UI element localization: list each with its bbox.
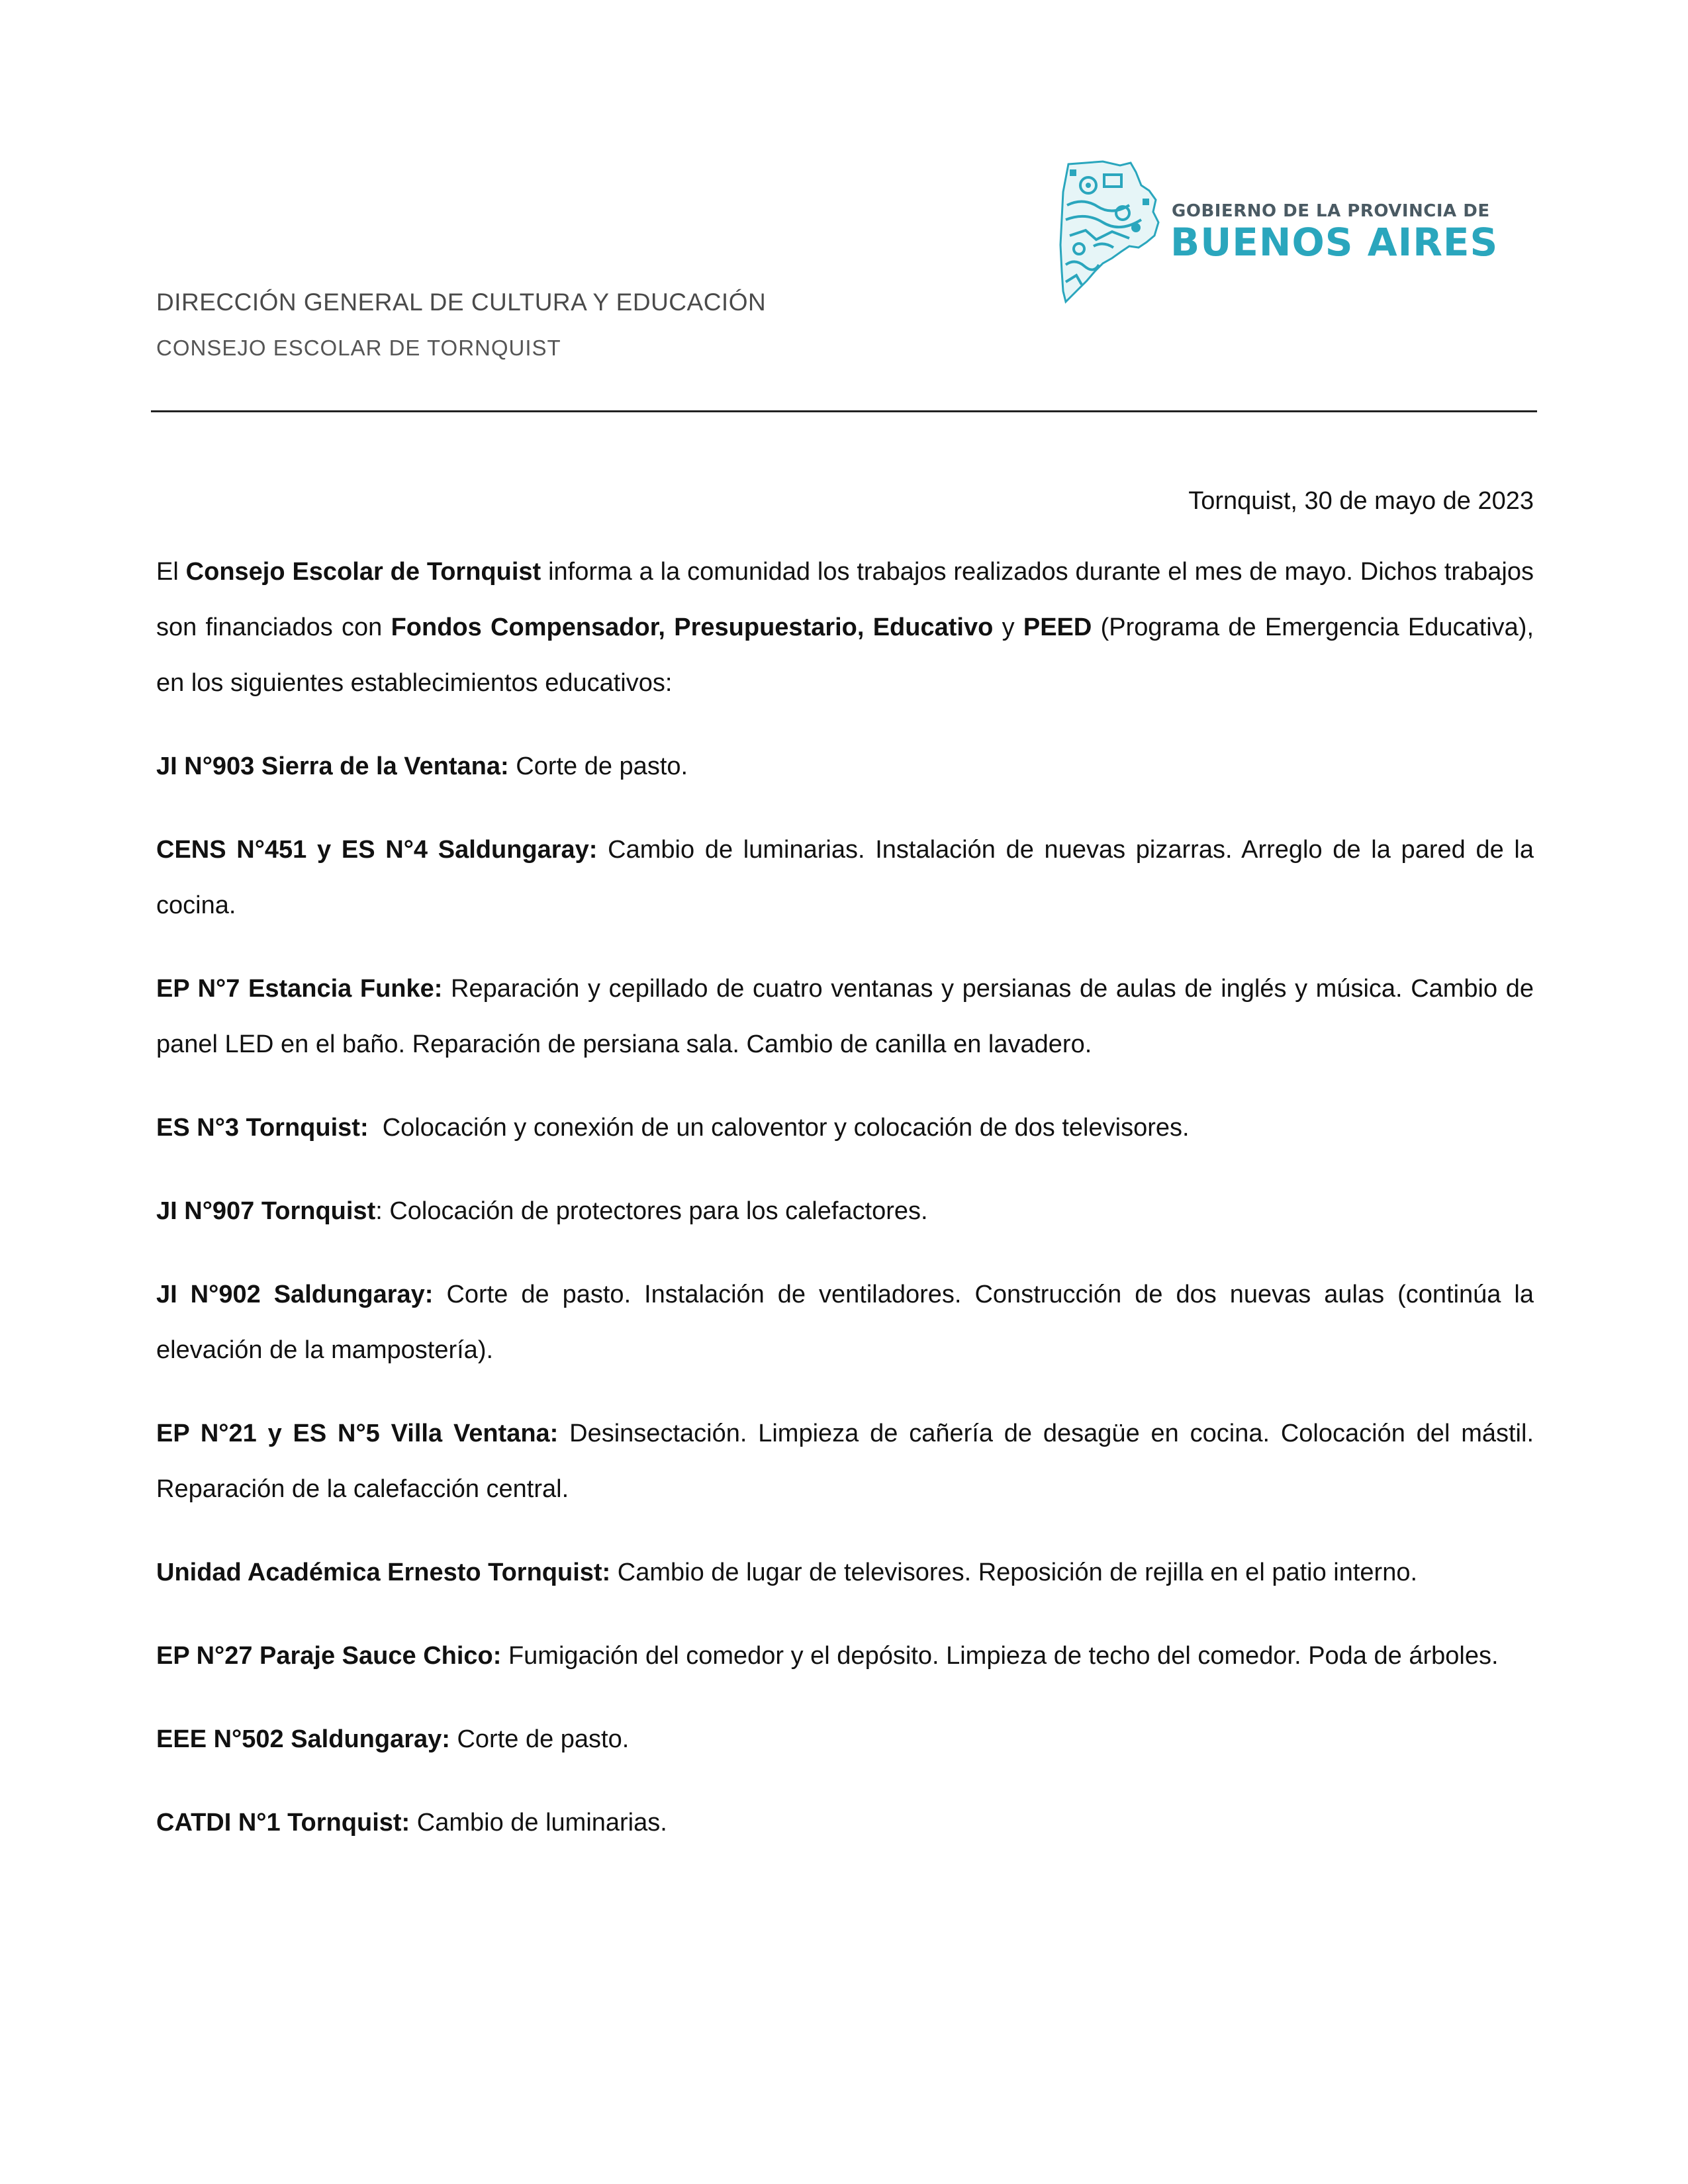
school-name: ES N°3 Tornquist:: [156, 1114, 369, 1142]
school-name: JI N°903 Sierra de la Ventana:: [156, 752, 509, 780]
work-description: Fumigación del comedor y el depósito. Limpieza de techo del comedor. Poda de árboles.: [501, 1642, 1499, 1670]
school-name: EP N°21 y ES N°5 Villa Ventana:: [156, 1420, 559, 1447]
school-name: JI N°907 Tornquist: [156, 1197, 376, 1225]
logo-line-1: GOBIERNO DE LA PROVINCIA DE: [1172, 201, 1490, 221]
work-item: [156, 1545, 1534, 1600]
work-item: [156, 1267, 1534, 1378]
header-divider: [151, 410, 1537, 412]
work-item: [156, 1711, 1534, 1767]
school-name: EP N°7 Estancia Funke:: [156, 975, 443, 1003]
work-item: [156, 1795, 1534, 1850]
school-name: Unidad Académica Ernesto Tornquist:: [156, 1559, 611, 1586]
work-description: Desinsectación. Limpieza de cañería de desagüe en cocina. Colocación del mástil. Reparación de la calefacción central.: [156, 1420, 1534, 1503]
school-name: EP N°27 Paraje Sauce Chico:: [156, 1642, 502, 1670]
intro-bold-council: Consejo Escolar de Tornquist: [185, 558, 541, 586]
work-description: Corte de pasto.: [508, 752, 688, 780]
work-item: [156, 1628, 1534, 1684]
work-item: [156, 1406, 1534, 1517]
school-name: JI N°902 Saldungaray:: [156, 1281, 434, 1308]
intro-text-2: informa a la comunidad los trabajos realizados durante el mes de mayo. Dichos trabajos son financiados con: [156, 558, 1534, 641]
logo-line-2: BUENOS AIRES: [1170, 220, 1499, 265]
work-description: Corte de pasto. Instalación de ventiladores. Construcción de dos nuevas aulas (continúa la elevación de la mampostería).: [156, 1281, 1534, 1364]
work-description: Cambio de luminarias.: [410, 1809, 667, 1837]
work-description: Colocación y conexión de un caloventor y colocación de dos televisores.: [368, 1114, 1190, 1142]
work-description: Reparación y cepillado de cuatro ventanas y persianas de aulas de inglés y música. Cambio de panel LED en el baño. Reparación de persiana sala. Cambio de canilla en lavadero.: [156, 975, 1534, 1058]
work-description: : Colocación de protectores para los calefactores.: [375, 1197, 928, 1225]
document-date: Tornquist, 30 de mayo de 2023: [1188, 487, 1534, 515]
work-description: Cambio de luminarias. Instalación de nuevas pizarras. Arreglo de la pared de la cocina.: [156, 836, 1534, 919]
header-subtitle: CONSEJO ESCOLAR DE TORNQUIST: [156, 336, 561, 360]
intro-paragraph: [156, 544, 1534, 711]
work-item: [156, 961, 1534, 1072]
intro-text-1: El: [156, 558, 186, 586]
work-item: [156, 1183, 1534, 1239]
school-name: EEE N°502 Saldungaray:: [156, 1725, 450, 1753]
school-name: CENS N°451 y ES N°4 Saldungaray:: [156, 836, 598, 864]
work-description: Corte de pasto.: [449, 1725, 630, 1753]
intro-text-4: (Programa de Emergencia Educativa), en los siguientes establecimientos educativos:: [156, 614, 1534, 697]
work-item: [156, 739, 1534, 794]
province-map-emblem-icon: [1056, 159, 1162, 304]
work-description: Cambio de lugar de televisores. Reposición de rejilla en el patio interno.: [610, 1559, 1418, 1586]
province-logo: [1056, 159, 1499, 304]
school-name: CATDI N°1 Tornquist:: [156, 1809, 410, 1837]
intro-text-3: y: [993, 614, 1023, 641]
document-body: [156, 544, 1534, 1878]
work-item: [156, 1100, 1534, 1156]
intro-bold-funds: Fondos Compensador, Presupuestario, Educativo: [391, 614, 994, 641]
work-item: [156, 822, 1534, 933]
header-title: DIRECCIÓN GENERAL DE CULTURA Y EDUCACIÓN: [156, 289, 767, 316]
intro-bold-peed: PEED: [1023, 614, 1092, 641]
